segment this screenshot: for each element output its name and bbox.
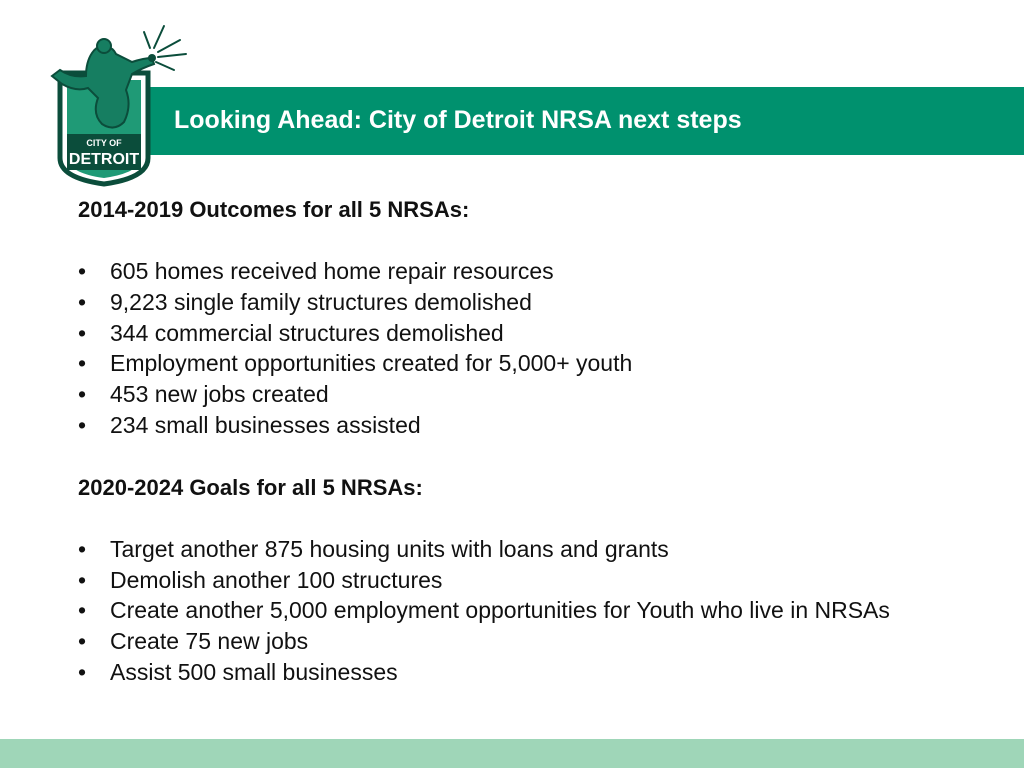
bullet-icon: • (78, 535, 87, 562)
list-item: • Create another 5,000 employment opportunities for Youth who live in NRSAs (78, 595, 1008, 626)
list-item: • 453 new jobs created (78, 379, 1008, 410)
slide-title: Looking Ahead: City of Detroit NRSA next steps (174, 106, 742, 134)
list-item: • 344 commercial structures demolished (78, 318, 1008, 349)
bullet-icon: • (78, 381, 87, 408)
outcomes-heading: 2014-2019 Outcomes for all 5 NRSAs: (78, 197, 470, 222)
city-of-detroit-logo (40, 18, 190, 188)
outcomes-list (78, 256, 1008, 441)
list-item: • Assist 500 small businesses (78, 657, 1008, 688)
list-item: • 9,223 single family structures demolished (78, 287, 1008, 318)
title-bar (150, 87, 1024, 155)
logo-text-line2: DETROIT (68, 151, 140, 168)
list-item: • 234 small businesses assisted (78, 410, 1008, 441)
bullet-icon: • (78, 566, 87, 593)
bullet-icon: • (78, 288, 87, 315)
list-item: • Demolish another 100 structures (78, 565, 1008, 596)
list-item: • Employment opportunities created for 5,000+ youth (78, 348, 1008, 379)
bullet-icon: • (78, 350, 87, 377)
footer-bar (0, 739, 1024, 768)
slide-content (78, 194, 1008, 719)
list-item: • Create 75 new jobs (78, 626, 1008, 657)
bullet-icon: • (78, 597, 87, 624)
goals-list (78, 534, 1008, 688)
bullet-icon: • (78, 658, 87, 685)
list-item: • 605 homes received home repair resources (78, 256, 1008, 287)
bullet-icon: • (78, 411, 87, 438)
list-item: • Target another 875 housing units with loans and grants (78, 534, 1008, 565)
logo-text-line1: CITY OF (86, 138, 122, 148)
goals-heading: 2020-2024 Goals for all 5 NRSAs: (78, 474, 423, 500)
bullet-icon: • (78, 258, 87, 284)
bullet-icon: • (78, 628, 87, 655)
bullet-icon: • (78, 319, 87, 346)
